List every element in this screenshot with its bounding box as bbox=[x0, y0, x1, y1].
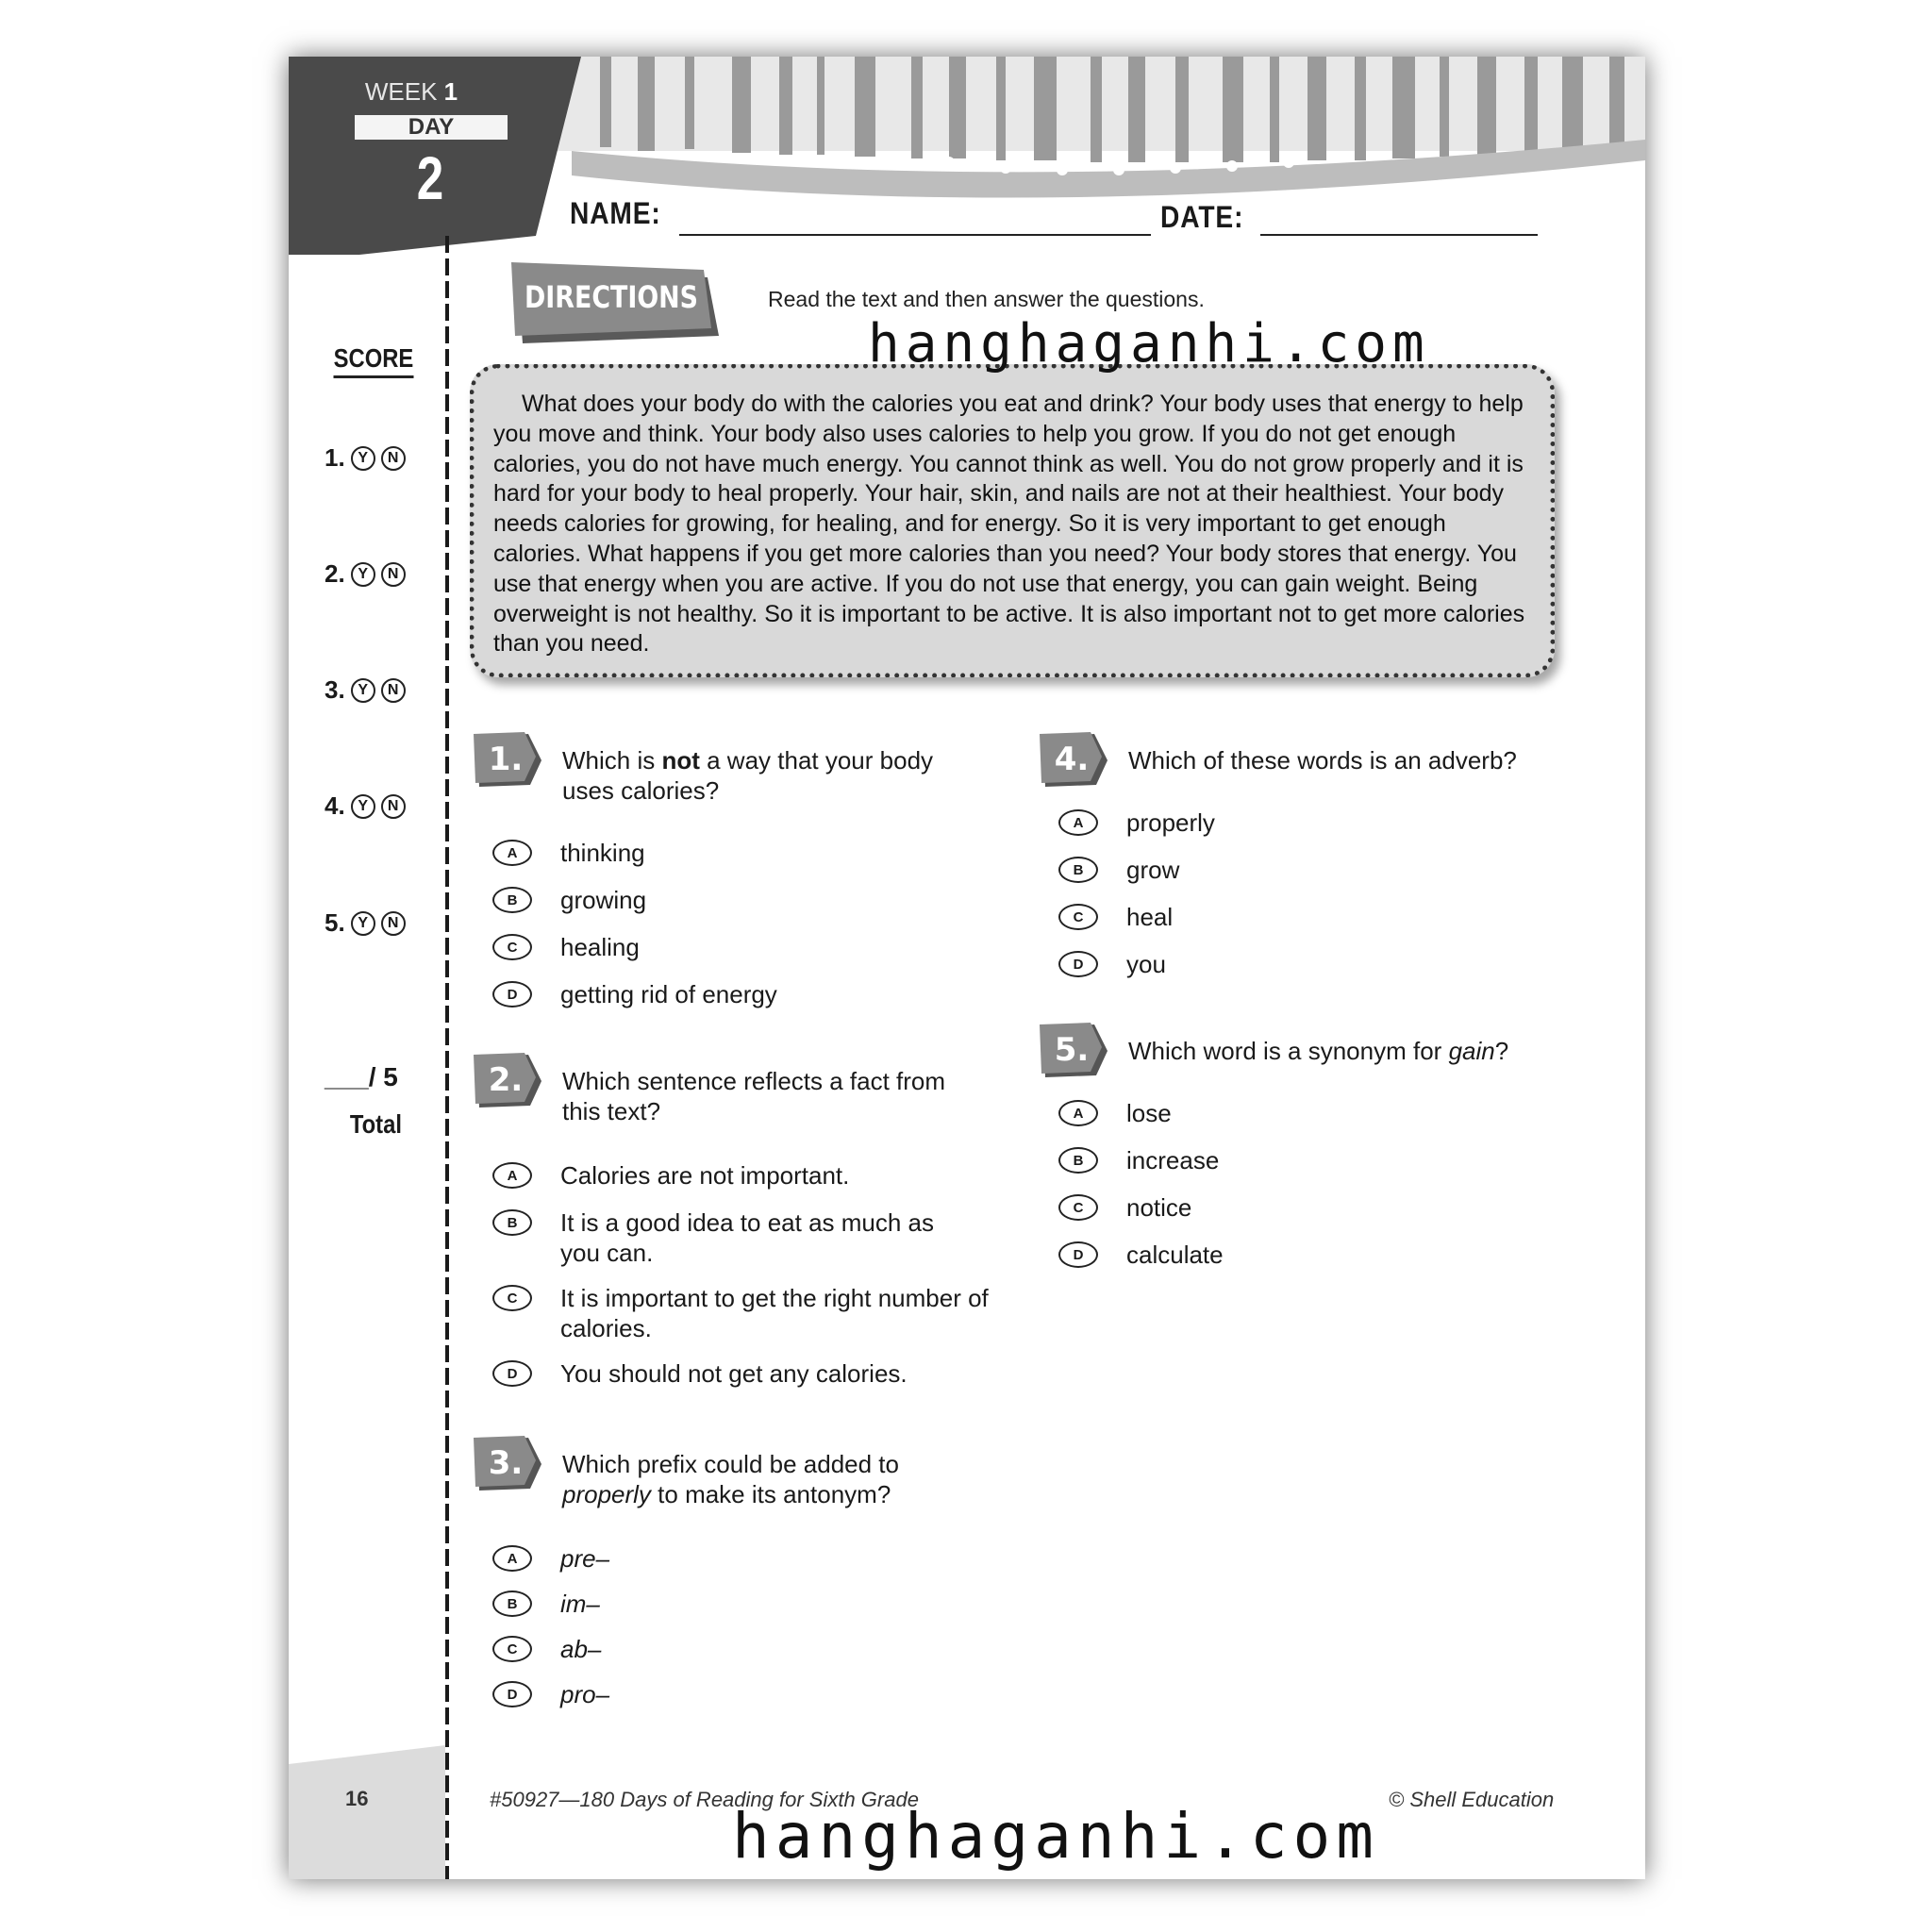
option-a[interactable]: A lose bbox=[1058, 1098, 1172, 1128]
svg-text:3.: 3. bbox=[488, 1444, 524, 1482]
name-label: NAME: bbox=[570, 196, 661, 230]
dashed-divider bbox=[445, 236, 449, 1879]
book-title: #50927—180 Days of Reading for Sixth Grade bbox=[490, 1788, 919, 1811]
question-4 bbox=[1040, 732, 1568, 1015]
answer-bubble: C bbox=[492, 934, 532, 960]
option-c[interactable]: C It is important to get the right number of calories. bbox=[492, 1283, 994, 1343]
answer-bubble: D bbox=[1058, 951, 1098, 977]
no-circle[interactable]: N bbox=[381, 794, 406, 819]
question-2 bbox=[474, 1053, 1002, 1449]
option-d[interactable]: D You should not get any calories. bbox=[492, 1358, 975, 1389]
directions-tag-label: DIRECTIONS bbox=[525, 279, 698, 315]
svg-text:5.: 5. bbox=[1054, 1031, 1090, 1069]
answer-bubble: B bbox=[492, 1591, 532, 1617]
option-c[interactable]: C ab– bbox=[492, 1634, 601, 1664]
watermark-top: hanghaganhi.com bbox=[868, 313, 1430, 375]
option-c[interactable]: C healing bbox=[492, 932, 640, 962]
yes-circle[interactable]: Y bbox=[351, 794, 375, 819]
question-text: Which of these words is an adverb? bbox=[1128, 746, 1517, 774]
date-field[interactable] bbox=[1260, 234, 1538, 236]
option-d[interactable]: D calculate bbox=[1058, 1240, 1224, 1270]
question-text: Which sentence reflects a fact from this text? bbox=[562, 1067, 946, 1125]
no-circle[interactable]: N bbox=[381, 562, 406, 587]
option-a[interactable]: A thinking bbox=[492, 838, 645, 868]
yes-circle[interactable]: Y bbox=[351, 678, 375, 703]
answer-bubble: A bbox=[492, 1162, 532, 1189]
option-b[interactable]: B growing bbox=[492, 885, 646, 915]
option-c[interactable]: C notice bbox=[1058, 1192, 1191, 1223]
question-number-badge bbox=[1040, 1023, 1108, 1079]
answer-bubble: C bbox=[492, 1285, 532, 1311]
question-number-badge bbox=[474, 732, 541, 789]
score-row-5: 5. Y N bbox=[325, 908, 406, 938]
option-b[interactable]: B grow bbox=[1058, 855, 1179, 885]
option-d[interactable]: D getting rid of energy bbox=[492, 979, 777, 1009]
yes-circle[interactable]: Y bbox=[351, 911, 375, 936]
name-field[interactable] bbox=[679, 234, 1151, 236]
score-row-2: 2. Y N bbox=[325, 559, 406, 589]
option-b[interactable]: B im– bbox=[492, 1589, 600, 1619]
option-a[interactable]: A pre– bbox=[492, 1543, 609, 1574]
watermark-bottom: hanghaganhi.com bbox=[732, 1800, 1380, 1873]
svg-text:2.: 2. bbox=[488, 1061, 524, 1099]
yes-circle[interactable]: Y bbox=[351, 562, 375, 587]
week-label: WEEK 1 bbox=[364, 77, 458, 106]
answer-bubble: D bbox=[492, 1360, 532, 1387]
answer-bubble: B bbox=[492, 1209, 532, 1236]
answer-bubble: D bbox=[492, 981, 532, 1008]
no-circle[interactable]: N bbox=[381, 911, 406, 936]
svg-text:4.: 4. bbox=[1054, 741, 1090, 778]
total-label: Total bbox=[349, 1109, 402, 1139]
option-d[interactable]: D pro– bbox=[492, 1679, 609, 1709]
answer-bubble: B bbox=[492, 887, 532, 913]
question-3 bbox=[474, 1436, 1002, 1785]
footer-corner bbox=[289, 1745, 445, 1879]
question-number-badge bbox=[474, 1053, 541, 1109]
question-1 bbox=[474, 732, 1002, 1024]
answer-bubble: A bbox=[1058, 809, 1098, 836]
option-b[interactable]: B It is a good idea to eat as much as you can. bbox=[492, 1208, 975, 1268]
score-row-1: 1. Y N bbox=[325, 443, 406, 473]
publisher: © Shell Education bbox=[1389, 1788, 1555, 1811]
answer-bubble: C bbox=[1058, 904, 1098, 930]
score-row-3: 3. Y N bbox=[325, 675, 406, 705]
answer-bubble: A bbox=[492, 840, 532, 866]
score-row-4: 4. Y N bbox=[325, 791, 406, 821]
option-a[interactable]: A properly bbox=[1058, 808, 1215, 838]
reading-passage: What does your body do with the calories you eat and drink? Your body uses that energy to help you move and think. Your body also uses calories to help you grow. If you do not get enough calories, you do not have much energy. You cannot think as well. You do not grow properly and it is hard for your body to heal properly. Your hair, skin, and nails are not at their healthiest. Your body needs calories for growing, for healing, and for energy. So it is very important to get enough calories. What happens if you get more calories than you need? Your body stores that energy. You use that energy when you are active. If you do not use that energy, you can gain weight. Being overweight is not healthy. So it is important to be active. It is also important not to get more calories than you need. bbox=[470, 364, 1555, 677]
svg-text:1.: 1. bbox=[488, 741, 524, 778]
directions-tag bbox=[511, 257, 723, 347]
page-number: 16 bbox=[345, 1787, 369, 1810]
score-title: SCORE bbox=[334, 343, 414, 378]
answer-bubble: C bbox=[1058, 1194, 1098, 1221]
yes-circle[interactable]: Y bbox=[351, 446, 375, 471]
answer-bubble: A bbox=[492, 1545, 532, 1572]
question-5 bbox=[1040, 1023, 1568, 1306]
day-number: 2 bbox=[416, 144, 444, 212]
option-d[interactable]: D you bbox=[1058, 949, 1166, 979]
date-label: DATE: bbox=[1160, 200, 1244, 234]
day-label: DAY bbox=[355, 115, 508, 140]
answer-bubble: D bbox=[1058, 1241, 1098, 1268]
option-b[interactable]: B increase bbox=[1058, 1145, 1219, 1175]
question-text: Which prefix could be added to properly to make its antonym? bbox=[562, 1450, 899, 1508]
option-a[interactable]: A Calories are not important. bbox=[492, 1160, 975, 1191]
header-banner bbox=[289, 57, 1645, 302]
answer-bubble: B bbox=[1058, 1147, 1098, 1174]
question-number-badge bbox=[1040, 732, 1108, 789]
answer-bubble: B bbox=[1058, 857, 1098, 883]
no-circle[interactable]: N bbox=[381, 446, 406, 471]
question-text: Which is not a way that your body uses calories? bbox=[562, 746, 934, 805]
answer-bubble: D bbox=[492, 1681, 532, 1707]
answer-bubble: A bbox=[1058, 1100, 1098, 1126]
question-text: Which word is a synonym for gain? bbox=[1128, 1037, 1509, 1065]
total-score: ___/ 5 bbox=[325, 1062, 398, 1091]
answer-bubble: C bbox=[492, 1636, 532, 1662]
question-number-badge bbox=[474, 1436, 541, 1492]
no-circle[interactable]: N bbox=[381, 678, 406, 703]
directions-text: Read the text and then answer the questions. bbox=[768, 287, 1205, 311]
option-c[interactable]: C heal bbox=[1058, 902, 1173, 932]
